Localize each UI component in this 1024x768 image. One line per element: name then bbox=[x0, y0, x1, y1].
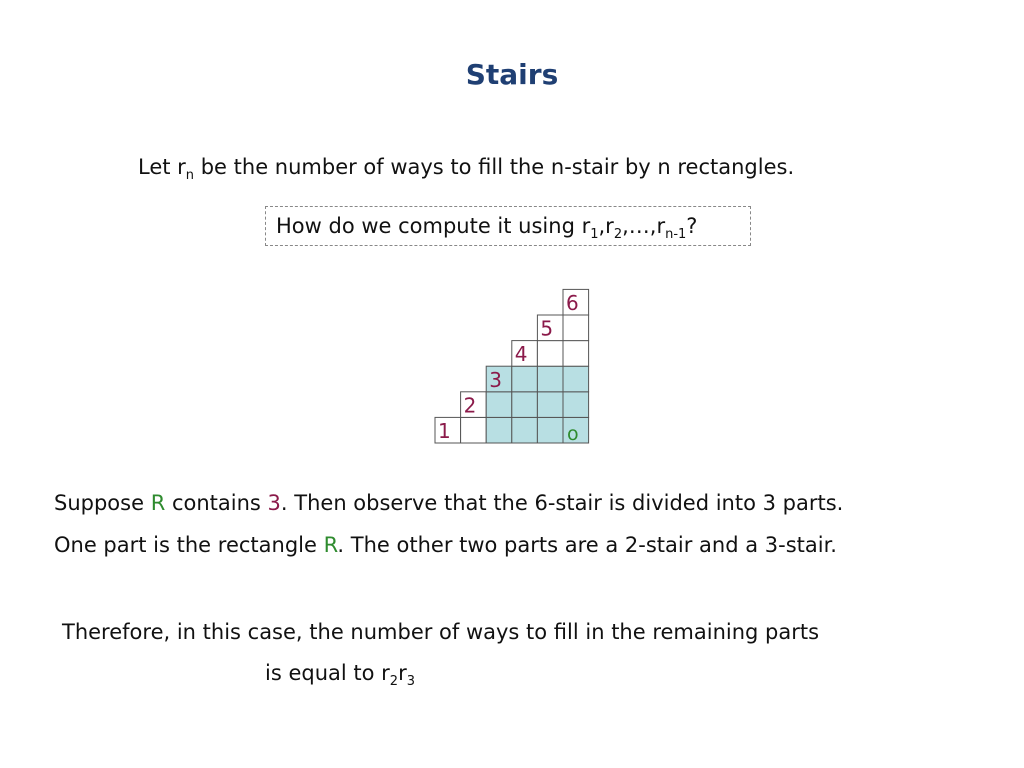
stair-cell bbox=[486, 417, 512, 443]
slide-title: Stairs bbox=[465, 58, 559, 91]
q-p3: ,…,r bbox=[622, 214, 666, 238]
paragraph-1 bbox=[54, 490, 843, 516]
p2-a: One part is the rectangle bbox=[54, 533, 324, 557]
q-s1: 1 bbox=[590, 227, 599, 242]
p3-sub2: 3 bbox=[406, 674, 415, 689]
intro-part1: Let r bbox=[138, 155, 186, 179]
paragraph-3-line-2 bbox=[265, 660, 415, 689]
p1-c: . Then observe that the 6-stair is divided into 3 parts. bbox=[280, 491, 844, 515]
p2-r: R bbox=[323, 533, 338, 557]
paragraph-2 bbox=[54, 532, 837, 558]
p3-mid: r bbox=[398, 661, 407, 685]
q-p4: ? bbox=[686, 214, 698, 238]
p3-a: is equal to r bbox=[265, 661, 390, 685]
stair-cell bbox=[537, 341, 563, 367]
corner-mark: o bbox=[567, 423, 579, 445]
q-s2: 2 bbox=[613, 227, 623, 242]
p2-b: . The other two parts are a 2-stair and a 3-stair. bbox=[337, 533, 837, 557]
step-label: 1 bbox=[438, 419, 451, 443]
stair-cell bbox=[512, 392, 538, 418]
stair-cell bbox=[537, 392, 563, 418]
p1-n: 3 bbox=[267, 491, 281, 515]
step-label: 2 bbox=[463, 393, 477, 418]
q-s3: n-1 bbox=[665, 227, 687, 242]
step-label: 4 bbox=[514, 342, 528, 367]
stair-cell bbox=[461, 417, 487, 443]
q-p1: How do we compute it using r bbox=[276, 214, 591, 238]
stair-cell bbox=[537, 366, 563, 392]
step-label: 5 bbox=[540, 316, 554, 341]
stair-cell bbox=[563, 366, 589, 392]
q-p2: ,r bbox=[598, 214, 614, 238]
p1-b: contains bbox=[165, 491, 268, 515]
stair-cell bbox=[563, 315, 589, 341]
p3-sub1: 2 bbox=[389, 674, 399, 689]
stair-cell bbox=[563, 392, 589, 418]
p1-a: Suppose bbox=[54, 491, 151, 515]
p3-line1: Therefore, in this case, the number of ways to fill in the remaining parts bbox=[62, 620, 820, 644]
paragraph-3-line-1 bbox=[62, 619, 819, 645]
intro-part2: be the number of ways to fill the n-stair by n rectangles. bbox=[194, 155, 795, 179]
stair-cell bbox=[486, 392, 512, 418]
step-label: 3 bbox=[489, 367, 502, 392]
step-label: 6 bbox=[566, 291, 579, 315]
stair-cell bbox=[537, 417, 563, 443]
intro-sub: n bbox=[185, 168, 195, 183]
stair-cell bbox=[512, 417, 538, 443]
p1-r: R bbox=[150, 491, 166, 515]
stair-cell bbox=[563, 341, 589, 367]
stair-cell bbox=[512, 366, 538, 392]
